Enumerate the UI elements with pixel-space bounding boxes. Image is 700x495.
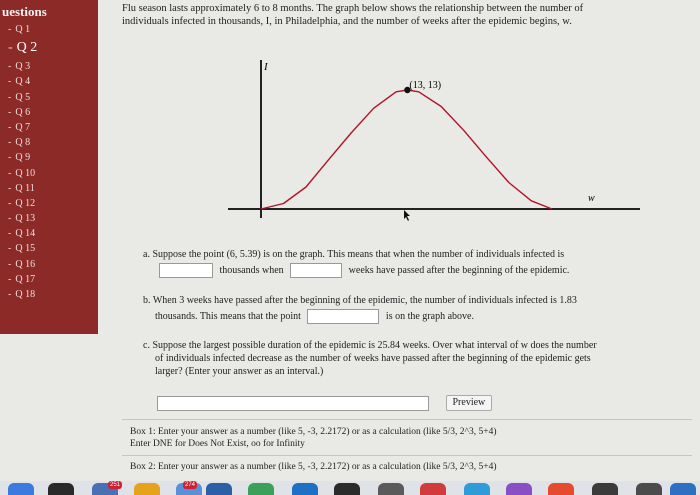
sidebar-question-label: Q 3	[15, 61, 31, 73]
flu-graph	[220, 40, 670, 240]
part-a-weeks-input[interactable]	[290, 263, 342, 278]
dash-icon: -	[8, 182, 12, 194]
problem-line-1: Flu season lasts approximately 6 to 8 months. The graph below shows the relationship between the number of	[122, 3, 584, 14]
sidebar-question-label: Q 11	[15, 182, 35, 194]
sidebar-question-label: Q 15	[15, 243, 36, 255]
part-c-interval-input[interactable]	[157, 396, 429, 411]
part-b-post-text: is on the graph above.	[385, 310, 474, 322]
question-sidebar	[0, 0, 98, 334]
sidebar-question-4[interactable]	[0, 74, 98, 89]
sidebar-question-label: Q 13	[15, 213, 36, 225]
part-a	[143, 248, 700, 278]
dash-icon: -	[8, 121, 12, 133]
sidebar-question-label: Q 7	[15, 121, 31, 133]
part-a-mid-text: thousands when	[219, 264, 284, 276]
app-icon[interactable]	[206, 483, 232, 495]
app-icon[interactable]	[592, 483, 618, 495]
sidebar-question-5[interactable]	[0, 90, 98, 105]
sidebar-question-7[interactable]	[0, 120, 98, 135]
sidebar-question-label: Q 9	[15, 152, 31, 164]
question-list	[0, 22, 98, 302]
part-c-line-1: c. Suppose the largest possible duration of the epidemic is 25.84 weeks. Over what interval of w does the number	[143, 340, 597, 351]
sidebar-question-8[interactable]	[0, 135, 98, 150]
dash-icon: -	[8, 243, 12, 255]
part-a-text: a. Suppose the point (6, 5.39) is on the graph. This means that when the number of individuals infected is	[143, 249, 565, 260]
dash-icon: -	[8, 258, 12, 270]
part-b	[143, 294, 700, 324]
problem-line-2: individuals infected in thousands, I, in Philadelphia, and the number of weeks after the epidemic begins, w.	[122, 16, 572, 27]
app-icon[interactable]	[506, 483, 532, 495]
sidebar-question-label: Q 5	[15, 91, 31, 103]
box1-hint-line-2: Enter DNE for Does Not Exist, oo for Infinity	[130, 439, 305, 449]
sidebar-question-label: Q 6	[15, 106, 31, 118]
sidebar-question-2[interactable]	[0, 37, 98, 59]
dash-icon: -	[8, 197, 12, 209]
sidebar-question-16[interactable]	[0, 257, 98, 272]
sidebar-question-label: Q 1	[15, 24, 31, 35]
y-axis-label: I	[264, 61, 268, 73]
sidebar-question-label: Q 12	[15, 197, 36, 209]
sidebar-question-label: Q 16	[15, 258, 36, 270]
part-b-pre-text: thousands. This means that the point	[155, 310, 301, 322]
app-icon[interactable]	[378, 483, 404, 495]
sidebar-question-18[interactable]	[0, 287, 98, 302]
app-icon[interactable]	[292, 483, 318, 495]
app-icon[interactable]	[420, 483, 446, 495]
app-icon[interactable]	[636, 483, 662, 495]
dash-icon: -	[8, 289, 12, 300]
box1-hint-line-1: Box 1: Enter your answer as a number (like 5, -3, 2.2172) or as a calculation (like 5/3, 2^3, 5+4)	[130, 427, 497, 437]
app-icon[interactable]	[464, 483, 490, 495]
dash-icon: -	[8, 137, 12, 149]
app-icon[interactable]	[548, 483, 574, 495]
sidebar-question-9[interactable]	[0, 150, 98, 165]
sidebar-question-14[interactable]	[0, 226, 98, 241]
box2-hint	[130, 461, 497, 473]
sidebar-question-label: Q 4	[15, 76, 31, 88]
dash-icon: -	[8, 228, 12, 240]
part-a-end-text: weeks have passed after the beginning of the epidemic.	[348, 264, 570, 276]
app-icon[interactable]	[48, 483, 74, 495]
part-c-line-2: of individuals infected decrease as the number of weeks have passed after the beginning of the epidemic gets	[155, 353, 591, 364]
dash-icon: -	[8, 24, 12, 35]
part-b-point-input[interactable]	[307, 309, 379, 324]
app-icon[interactable]	[334, 483, 360, 495]
part-c-line-3: larger? (Enter your answer as an interval.)	[155, 366, 324, 377]
sidebar-question-label: Q 14	[15, 228, 36, 240]
peak-label: (13, 13)	[409, 80, 442, 91]
dash-icon: -	[8, 76, 12, 88]
dash-icon: -	[8, 61, 12, 73]
dash-icon: -	[8, 91, 12, 103]
part-a-infected-input[interactable]	[159, 263, 213, 278]
notification-badge: 251	[110, 482, 121, 488]
sidebar-question-15[interactable]	[0, 241, 98, 256]
sidebar-question-17[interactable]	[0, 272, 98, 287]
app-icon[interactable]	[8, 483, 34, 495]
dash-icon: -	[8, 213, 12, 225]
box2-hint-line-1: Box 2: Enter your answer as a number (like 5, -3, 2.2172) or as a calculation (like 5/3, 2^3, 5+4)	[130, 462, 497, 472]
sidebar-question-label: Q 8	[15, 137, 31, 149]
sidebar-question-label: Q 18	[15, 289, 36, 300]
divider	[122, 419, 692, 420]
part-c	[143, 339, 700, 378]
sidebar-question-13[interactable]	[0, 211, 98, 226]
dash-icon: -	[8, 273, 12, 285]
part-c-answer-row	[157, 395, 700, 411]
dash-icon: -	[8, 167, 12, 179]
sidebar-question-11[interactable]	[0, 181, 98, 196]
app-icon[interactable]	[670, 483, 696, 495]
infection-curve	[261, 90, 552, 209]
part-b-text: b. When 3 weeks have passed after the beginning of the epidemic, the number of individuals infected is 1.83	[143, 295, 577, 306]
dash-icon: -	[8, 40, 13, 56]
sidebar-question-label: Q 17	[15, 273, 36, 285]
dash-icon: -	[8, 106, 12, 118]
x-axis-label: w	[588, 193, 595, 204]
dash-icon: -	[8, 152, 12, 164]
sidebar-question-3[interactable]	[0, 59, 98, 74]
app-icon[interactable]	[134, 483, 160, 495]
app-icon[interactable]	[248, 483, 274, 495]
sidebar-header: uestions	[2, 4, 47, 19]
mouse-cursor-icon	[404, 210, 410, 221]
divider	[122, 455, 692, 456]
sidebar-question-10[interactable]	[0, 166, 98, 181]
sidebar-question-1[interactable]	[0, 22, 98, 37]
sidebar-question-label: Q 2	[16, 40, 38, 56]
sidebar-question-6[interactable]	[0, 105, 98, 120]
notification-badge: 274	[185, 482, 196, 488]
box1-hint	[130, 426, 497, 450]
problem-statement	[122, 2, 682, 28]
preview-button[interactable]: Preview	[446, 395, 493, 411]
sidebar-question-label: Q 10	[15, 167, 36, 179]
taskbar	[0, 481, 700, 495]
sidebar-question-12[interactable]	[0, 196, 98, 211]
